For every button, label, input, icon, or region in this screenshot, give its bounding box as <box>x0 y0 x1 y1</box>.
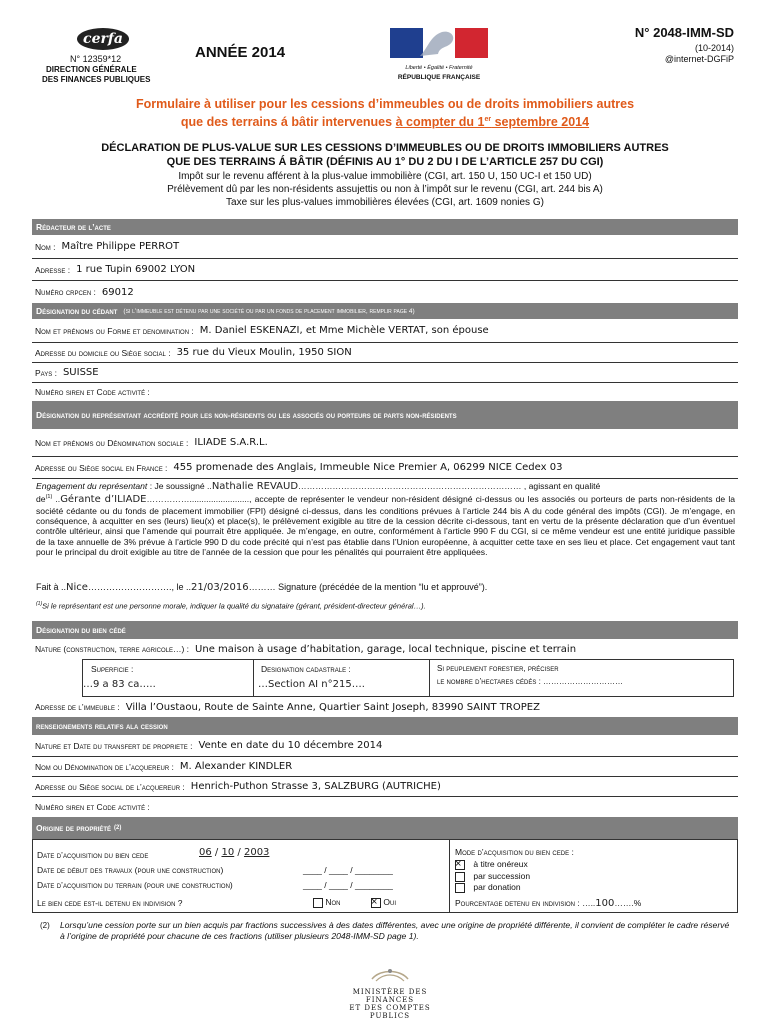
indivision-label: Le bien cede est-il detenu en indivision ? <box>37 898 183 908</box>
cedant-siren-row: Numéro siren et Code activité : <box>35 387 150 397</box>
representant-adresse-value[interactable]: 455 promenade des Anglais, Immeuble Nice Premier A, 06299 NICE Cedex 03 <box>173 462 563 473</box>
cession-adresse-row: Adresse ou Siège social de l’acquereur : Henrich-Puthon Strasse 3, SALZBURG (AUTRICHE) <box>32 777 738 797</box>
pourcentage-line: Pourcentage detenu en indivision : …..100…….% <box>455 898 642 909</box>
mode-option-succession[interactable]: par succession <box>455 871 530 882</box>
cession-nature-value[interactable]: Vente en date du 10 décembre 2014 <box>198 740 383 751</box>
superficie-label: Superficie : <box>91 664 134 674</box>
cession-nature-row: Nature et Date du transfert de propriete : Vente en date du 10 décembre 2014 <box>32 735 738 757</box>
date-travaux-label: Date de début des travaux (pour une construction) <box>37 865 224 875</box>
form-source: @internet-DGFiP <box>664 54 734 64</box>
section-origine: Origine de propriété (2) <box>32 817 738 839</box>
year-title: ANNÉE 2014 <box>195 44 286 61</box>
footnote-2-mark: (2) <box>40 921 50 930</box>
cession-acquereur-row: Nom ou Dénomination de l’acquereur : M. Alexander KINDLER <box>32 757 738 777</box>
cedant-adresse-row: Adresse du domicile ou Siège social : 35 rue du Vieux Moulin, 1950 SION <box>32 343 738 363</box>
cedant-pays-row: Pays : SUISSE <box>32 363 738 383</box>
cerfa-number: N° 12359*12 <box>70 54 122 64</box>
redacteur-crpcen-row: Numéro crpcen : 69012 <box>35 286 134 298</box>
form-number: N° 2048-IMM-SD <box>634 25 734 40</box>
origine-box <box>32 839 738 913</box>
superficie-value[interactable]: …9 a 83 ca….. <box>83 679 156 690</box>
fait-date[interactable]: 21/03/2016 <box>190 582 249 593</box>
bien-adresse-value[interactable]: Villa l’Oustaou, Route de Sainte Anne, Quartier Saint Joseph, 83990 SAINT TROPEZ <box>125 701 540 713</box>
cession-acquereur-value[interactable]: M. Alexander KINDLER <box>179 761 293 772</box>
representant-signataire[interactable]: Nathalie REVAUD <box>211 481 299 492</box>
forestier-label: Si peuplement forestier, préciser <box>437 664 559 673</box>
bien-nature-row: Nature (construction, terre agricole…) : Une maison à usage d’habitation, garage, local technique, piscine et terrain <box>35 643 577 655</box>
redacteur-adresse-value[interactable]: 1 rue Tupin 69002 LYON <box>76 264 196 275</box>
bien-adresse-row: Adresse de l’immeuble : Villa l’Oustaou, Route de Sainte Anne, Quartier Saint Joseph, 83990 SAINT TROPEZ <box>35 701 540 713</box>
indivision-oui[interactable]: × Oui <box>371 897 396 908</box>
section-cedant: Désignation du cédant (si l’immeuble est détenu par une société ou par un fonds de placement immobilier, remplir page 4) <box>32 303 738 319</box>
ministere-logo <box>330 965 450 1020</box>
footnote-1: $^{(1)}$Si le représentant est une personne morale, indiquer la qualité du signataire (gérant, président-directeur général…). <box>36 601 426 611</box>
section-representant: Désignation du représentant accrédité pour les non-résidents ou les associés ou porteurs de parts non-résidents <box>32 401 738 429</box>
oui-checkbox[interactable] <box>371 898 381 908</box>
representant-adresse-row: Adresse ou Siège social en France : 455 promenade des Anglais, Immeuble Nice Premier A, 06299 NICE Cedex 03 <box>32 457 738 479</box>
redacteur-adresse-row: Adresse : 1 rue Tupin 69002 LYON <box>32 259 738 281</box>
engagement-block: Engagement du représentant : Je soussigné ..Nathalie REVAUD…………………………………………………………………… , agissant en qualité $de^{(1)}$ ..Gérante d’ILIADE……………........................., accepte de représenter le vendeur non-résident désigné ci-dessus ou les associés ou porteurs de parts non-résidents de la société cédante ou du fonds de placement immobilier (FPI) désigné ci-dessus, dans les conditions prévues à l’article 244 bis A du code général des impôts (CGI). Je m’engage, en conséquence, à acquitter en ses (leurs) lieu(x) et place(s), le prélèvement exigible au titre de la cession décrite ci-dessous, tant en vertu de la présente déclaration que d’un éventuel contrôle ultérieur, ainsi que l’amende qui pourrait être appliquée. Je m’engage, en outre, conformément à l’article 990 F du CGI, si ce même vendeur est une entité juridique passible de la taxe annuelle de 3% prévue à l’article 990 D du code précité qui n’est pas établie dans l’Union européenne, à acquitter cette taxe en ses lieu et place. Cet engagement vaut tant pour le principal du droit exigible au titre de l’année de la cession que pour les pénalités qui pourraient être appliquées. <box>36 481 736 558</box>
onereux-checkbox[interactable] <box>455 860 465 870</box>
red-title: Formulaire à utiliser pour les cessions d’immeubles ou de droits immobiliers autres que des terrains á bâtir intervenues à compter du 1er septembre 2014 <box>135 97 635 130</box>
non-checkbox[interactable] <box>313 898 323 908</box>
form-date: (10-2014) <box>694 43 734 53</box>
cession-siren-row: Numéro siren et Code activité : <box>35 802 150 812</box>
representant-nom-value[interactable]: ILIADE S.A.R.L. <box>194 437 268 448</box>
succession-checkbox[interactable] <box>455 872 465 882</box>
mode-option-donation[interactable]: par donation <box>455 882 521 893</box>
cadastrale-value[interactable]: …Section AI n°215…. <box>258 679 365 690</box>
mode-option-onereux[interactable]: × à titre onéreux <box>455 859 528 870</box>
bien-nature-value[interactable]: Une maison à usage d’habitation, garage, local technique, piscine et terrain <box>195 643 577 655</box>
cadastrale-label: Designation cadastrale : <box>261 664 351 674</box>
republic-name: RÉPUBLIQUE FRANÇAISE <box>397 74 481 81</box>
fait-lieu[interactable]: Nice <box>66 582 88 593</box>
fait-line: Fait à ..Nice………………………., le ..21/03/2016……… Signature (précédée de la mention “lu et approuvé”). <box>36 582 488 593</box>
section-cession: renseignements relatifs ala cession <box>32 717 738 735</box>
section-redacteur: Rédacteur de l’acte <box>32 219 738 235</box>
direction-line2: DES FINANCES PUBLIQUES <box>42 75 151 84</box>
mode-label: Mode d’acquisition du bien cede : <box>455 847 574 857</box>
cession-adresse-value[interactable]: Henrich-Puthon Strasse 3, SALZBURG (AUTRICHE) <box>190 781 441 792</box>
representant-qualite[interactable]: Gérante d’ILIADE <box>60 494 147 506</box>
cerfa-logo: cerfa <box>77 28 129 50</box>
ministere-line1: MINISTÈRE DES FINANCES <box>352 988 428 1004</box>
marianne-logo <box>390 28 488 82</box>
date-acquisition-label: Date d’acquisition du bien cede <box>37 850 149 860</box>
ministere-line2: ET DES COMPTES PUBLICS <box>349 1004 431 1020</box>
footnote-2: Lorsqu’une cession porte sur un bien acquis par fractions successives à des dates différentes, avec une origine de propriété différente, il convient de compléter le cadre réservé à l’origine de propriété pour chacune de ces fractions (utiliser plusieurs 2048-IMM-SD page 1). <box>60 920 730 941</box>
indivision-non[interactable]: Non <box>313 897 341 908</box>
section-bien: Désignation du bien cédé <box>32 621 738 639</box>
republic-motto: Liberté • Égalité • Fraternité <box>405 65 473 71</box>
bien-grid <box>82 659 734 697</box>
main-title: DÉCLARATION DE PLUS-VALUE SUR LES CESSIONS D’IMMEUBLES OU DE DROITS IMMOBILIERS AUTRES QUE DES TERRAINS Á BÂTIR (DÉFINIS AU 1° DU 2 DU I DE L’ARTICLE 257 DU CGI) <box>101 142 669 168</box>
hectares-label: le nombre d’hectares cédés : ………………………… <box>437 677 624 686</box>
redacteur-crpcen-value[interactable]: 69012 <box>101 286 134 298</box>
date-acquisition-value[interactable]: 06 / 10 / 2003 <box>199 847 270 858</box>
date-terrain-value[interactable]: ____ / ____ / ________ <box>303 880 393 890</box>
redacteur-nom-value[interactable]: Maître Philippe PERROT <box>61 241 180 252</box>
date-travaux-value[interactable]: ____ / ____ / ________ <box>303 865 393 875</box>
cedant-nom-value[interactable]: M. Daniel ESKENAZI, et Mme Michèle VERTAT, son épouse <box>199 325 489 336</box>
cedant-pays-value[interactable]: SUISSE <box>62 367 99 378</box>
date-terrain-label: Date d’acquisition du terrain (pour une construction) <box>37 880 233 890</box>
subtitle: Impôt sur le revenu afférent à la plus-value immobilière (CGI, art. 150 U, 150 UC-I et 150 UD) Prélèvement dû par les non-résidents assujettis ou non à l’impôt sur le revenu (CGI, art. 244 bis A) Taxe sur les plus-values immobilières élevées (CGI, art. 1609 nonies G) <box>167 171 603 208</box>
pourcentage-value[interactable]: 100 <box>595 898 615 909</box>
donation-checkbox[interactable] <box>455 883 465 893</box>
cedant-nom-row: Nom et prénoms ou Forme et denomination : M. Daniel ESKENAZI, et Mme Michèle VERTAT, son épouse <box>32 319 738 343</box>
representant-nom-row: Nom et prénoms ou Dénomination sociale : ILIADE S.A.R.L. <box>32 429 738 457</box>
redacteur-nom-row: Nom : Maître Philippe PERROT <box>32 235 738 259</box>
cedant-adresse-value[interactable]: 35 rue du Vieux Moulin, 1950 SION <box>176 347 352 358</box>
direction-line1: DIRECTION GÉNÉRALE <box>46 65 137 74</box>
